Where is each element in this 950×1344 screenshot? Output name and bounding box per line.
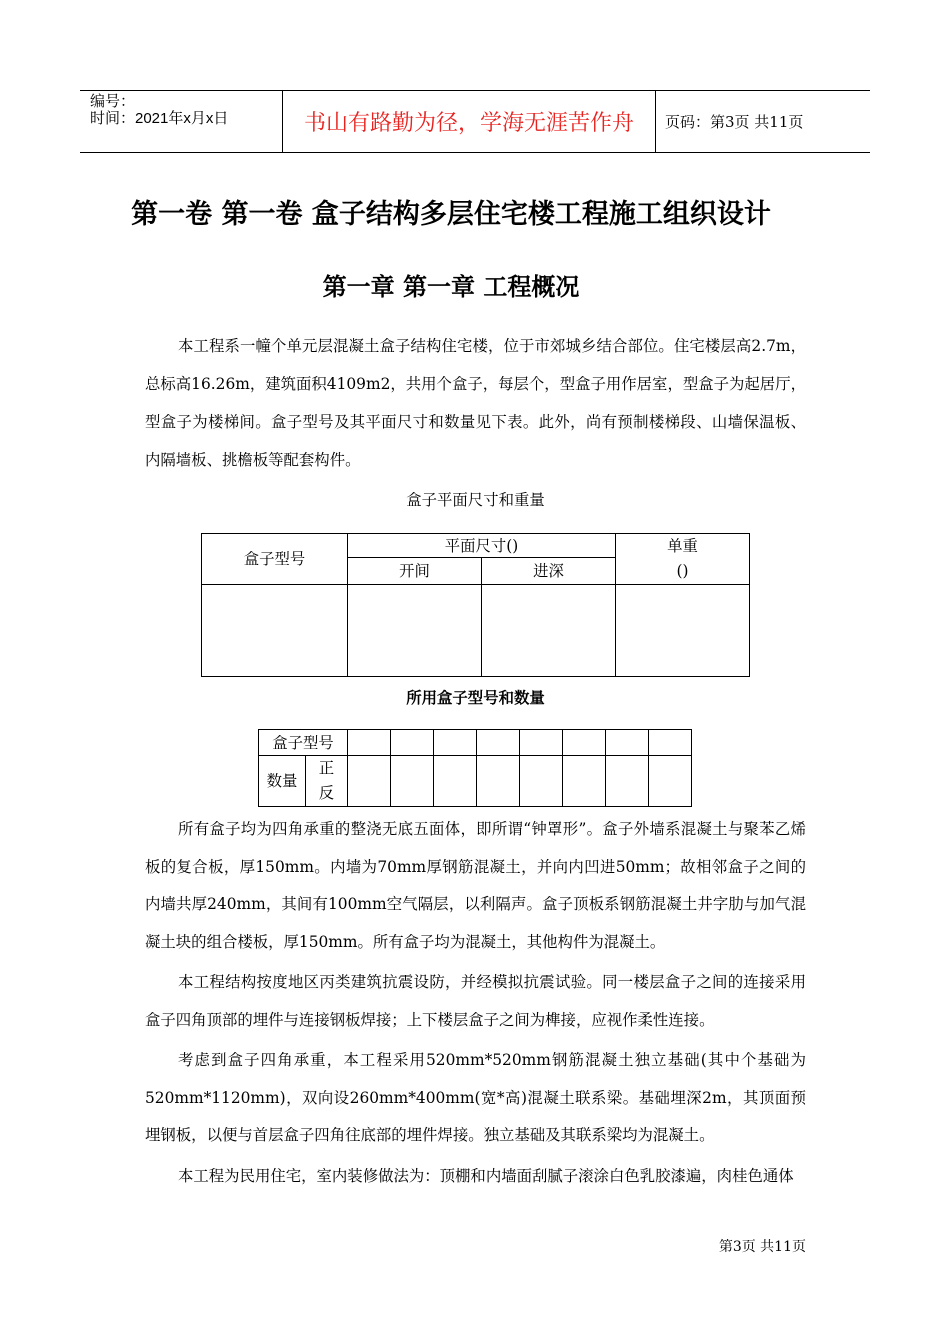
header-motto-cell — [282, 91, 655, 152]
table-row — [259, 730, 692, 756]
serial-number-label: 编号： — [90, 93, 136, 110]
paragraph-foundation: 考虑到盒子四角承重，本工程采用520mm*520mm钢筋混凝土独立基础(其中个基础为520mm*1120mm)，双向设260mm*400mm(宽*高)混凝土联系梁。基础埋深2m，其顶面预埋钢板，以便与首层盒子四角往底部的埋件焊接。独立基础及其联系梁均为混凝土。 — [145, 1051, 806, 1144]
header-box-type: 盒子型号 — [202, 534, 348, 585]
document-title: 第一卷 第一卷 盒子结构多层住宅楼工程施工组织设计 — [131, 199, 771, 230]
unit-weight-label: 单重 — [667, 537, 698, 555]
header-plan-size: 平面尺寸() — [348, 534, 616, 558]
box-size-weight-table — [201, 533, 750, 677]
sublabel-back: 反 — [318, 784, 335, 802]
sublabel-front: 正 — [318, 759, 335, 777]
table-cell — [434, 730, 477, 756]
table-cell — [482, 585, 616, 677]
table-cell — [477, 756, 520, 807]
table-row — [202, 534, 750, 558]
table-cell — [348, 585, 482, 677]
header-bay: 开间 — [348, 558, 482, 585]
box-quantity-table — [258, 729, 692, 807]
row-label-quantity: 数量 — [259, 756, 306, 807]
row-sublabel-front-back — [306, 756, 348, 807]
row-label-box-type: 盒子型号 — [259, 730, 348, 756]
table-cell — [563, 730, 606, 756]
date-label: 时间：2021年x月x日 — [90, 110, 229, 127]
chapter-heading: 第一章 第一章 工程概况 — [322, 273, 580, 301]
table-cell — [477, 730, 520, 756]
table-cell — [520, 756, 563, 807]
table-cell — [434, 756, 477, 807]
paragraph-overview: 本工程系一幢个单元层混凝土盒子结构住宅楼，位于市郊城乡结合部位。住宅楼层高2.7m，总标高16.26m，建筑面积4109m2，共用个盒子，每层个，型盒子用作居室，型盒子为起居厅，型盒子为楼梯间。盒子型号及其平面尺寸和数量见下表。此外，尚有预制楼梯段、山墙保温板、内隔墙板、挑檐板等配套构件。 — [145, 337, 806, 469]
unit-weight-unit: () — [676, 562, 689, 580]
table-cell — [616, 585, 750, 677]
table-cell — [348, 756, 391, 807]
table-row — [202, 585, 750, 677]
header-unit-weight — [616, 534, 750, 585]
motto-text: 书山有路勤为径，学海无涯苦作舟 — [303, 111, 634, 136]
header-depth: 进深 — [482, 558, 616, 585]
paragraph-decoration: 本工程为民用住宅，室内装修做法为：顶棚和内墙面刮腻子滚涂白色乳胶漆遍，肉桂色通体 — [178, 1166, 794, 1185]
page-header — [80, 90, 870, 153]
header-page-cell — [655, 91, 870, 152]
table-cell — [649, 756, 692, 807]
table-cell — [606, 756, 649, 807]
table-cell — [391, 730, 434, 756]
table-cell — [520, 730, 563, 756]
table-cell — [348, 730, 391, 756]
table-cell — [202, 585, 348, 677]
paragraph-seismic: 本工程结构按度地区丙类建筑抗震设防，并经模拟抗震试验。同一楼层盒子之间的连接采用盒子四角顶部的埋件与连接钢板焊接；上下楼层盒子之间为榫接，应视作柔性连接。 — [145, 973, 806, 1029]
table1-caption: 盒子平面尺寸和重量 — [406, 491, 545, 509]
body-text — [145, 811, 806, 1198]
header-meta-cell — [80, 91, 282, 152]
table-row — [259, 756, 692, 807]
table-cell — [649, 730, 692, 756]
table2-caption: 所用盒子型号和数量 — [406, 689, 545, 707]
table-cell — [606, 730, 649, 756]
page-number-label: 页码：第3页 共11页 — [665, 113, 804, 131]
table-cell — [391, 756, 434, 807]
page-footer: 第3页 共11页 — [718, 1239, 806, 1255]
paragraph-box-structure: 所有盒子均为四角承重的整浇无底五面体，即所谓“钟罩形”。盒子外墙系混凝土与聚苯乙烯板的复合板，厚150mm。内墙为70mm厚钢筋混凝土，并向内凹进50mm；故相邻盒子之间的内墙共厚240mm，其间有100mm空气隔层，以利隔声。盒子顶板系钢筋混凝土井字肋与加气混凝土块的组合楼板，厚150mm。所有盒子均为混凝土，其他构件为混凝土。 — [145, 820, 806, 951]
table-cell — [563, 756, 606, 807]
